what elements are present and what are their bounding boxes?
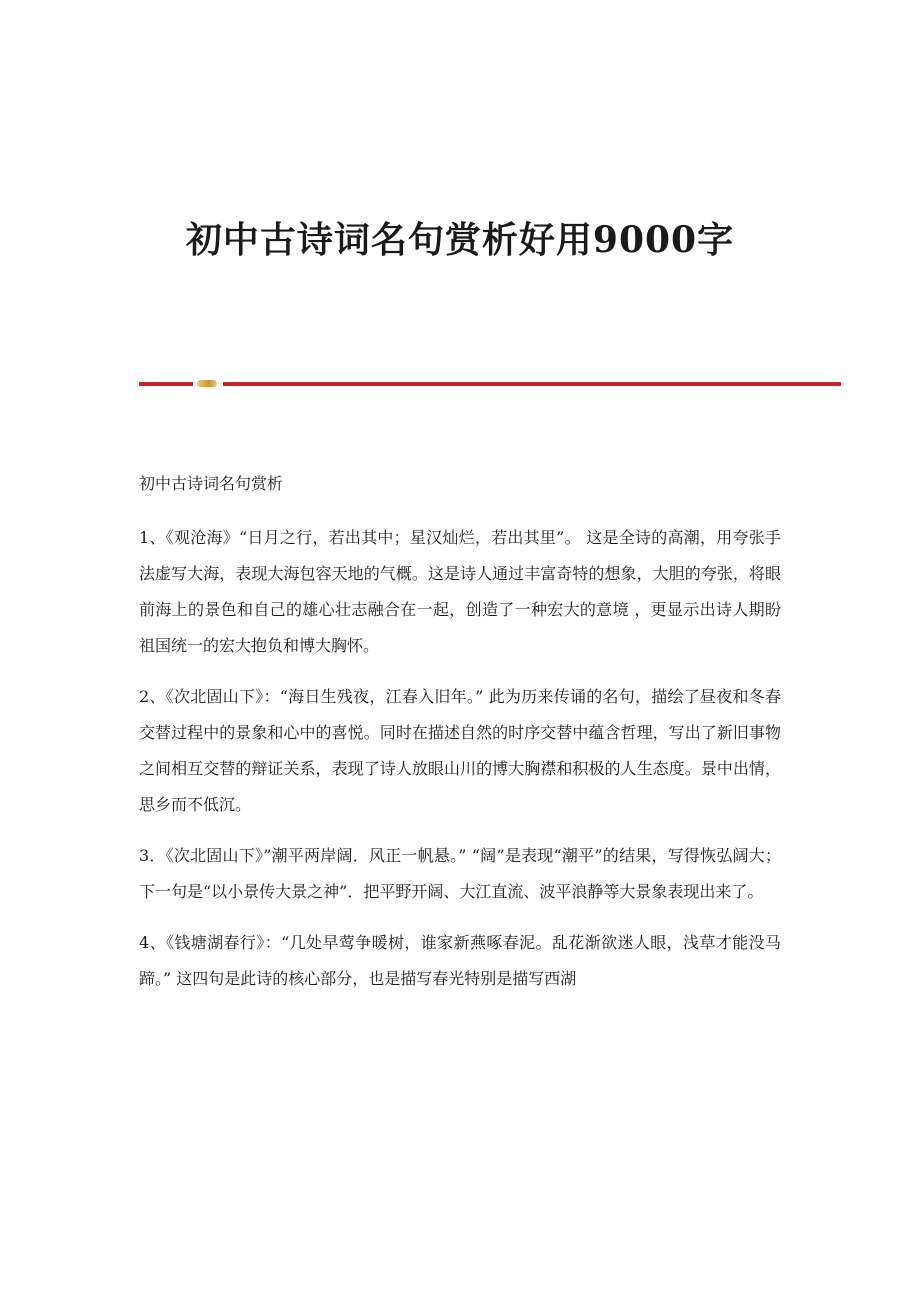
document-title: 初中古诗词名句赏析好用9000字 (185, 219, 735, 261)
paragraph-4: 4、《钱塘湖春行》：“几处早莺争暖树，谁家新燕啄春泥。乱花渐欲迷人眼，浅草才能没马蹄。” 这四句是此诗的核心部分，也是描写春光特别是描写西湖 (139, 933, 781, 988)
divider-ornament-icon (197, 380, 217, 387)
divider-left-segment (139, 382, 193, 386)
section-heading: 初中古诗词名句赏析 (139, 474, 284, 493)
divider-right-segment (223, 382, 841, 386)
document-body (139, 466, 781, 997)
paragraph-1: 1、《观沧海》“日月之行，若出其中；星汉灿烂，若出其里”。 这是全诗的高潮，用夸张手法虚写大海，表现大海包容天地的气概。这是诗人通过丰富奇特的想象，大胆的夸张，将眼前海上的景色和自己的雄心壮志融合在一起，创造了一种宏大的意境 ，更显示出诗人期盼祖国统一的宏大抱负和博大胸怀。 (139, 528, 781, 655)
title-divider (139, 378, 841, 388)
paragraph-3: 3．《次北固山下》”潮平两岸阔．风正一帆悬。” “阔”是表现“潮平”的结果，写得恢弘阔大；下一句是“以小景传大景之神”．把平野开阔、大江直流、波平浪静等大景象表现出来了。 (139, 846, 781, 901)
paragraph-2: 2、《次北固山下》：“海日生残夜，江春入旧年。” 此为历来传诵的名句，描绘了昼夜和冬春交替过程中的景象和心中的喜悦。同时在描述自然的时序交替中蕴含哲理，写出了新旧事物之间相互交替的辩证关系，表现了诗人放眼山川的博大胸襟和积极的人生态度。景中出情，思乡而不低沉。 (139, 687, 781, 814)
